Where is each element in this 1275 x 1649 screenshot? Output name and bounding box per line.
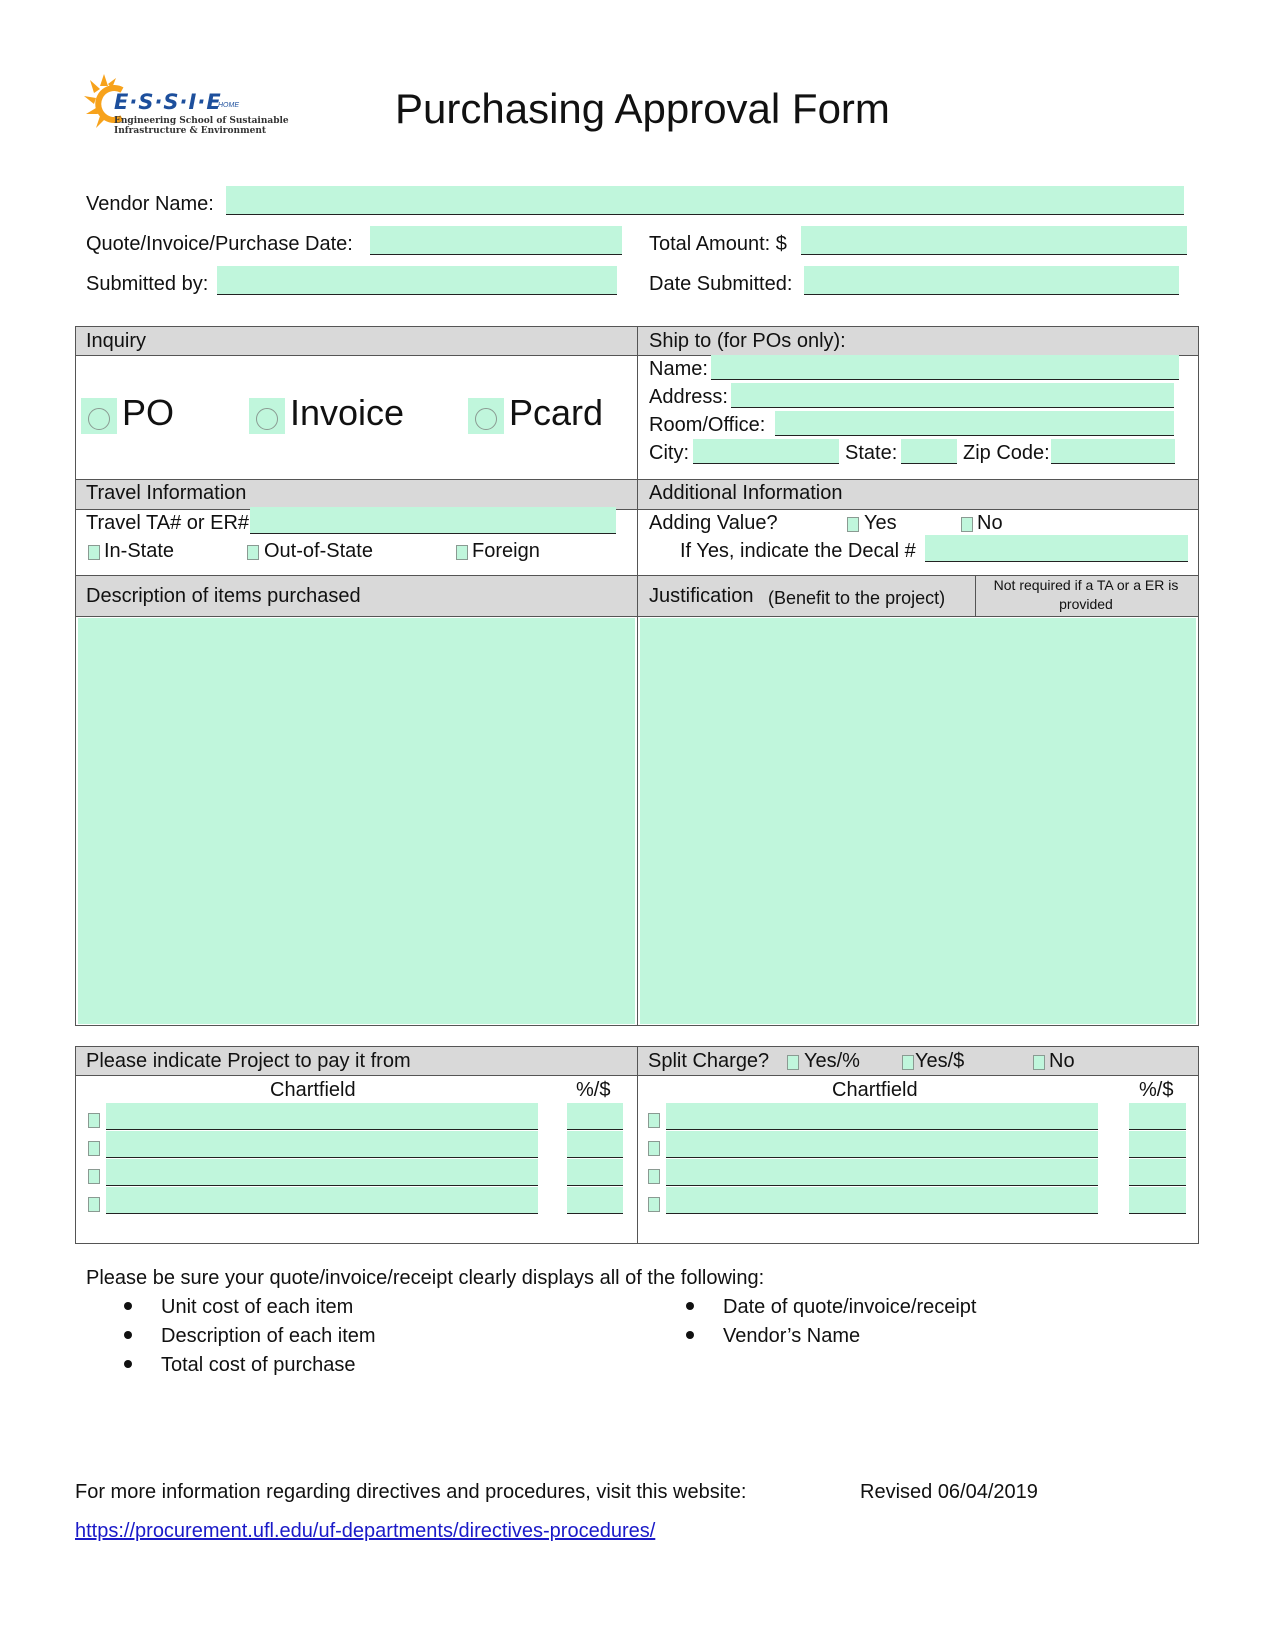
split-yes-dollar-label: Yes/$ <box>915 1050 965 1072</box>
split-yes-pct-checkbox[interactable] <box>787 1055 799 1070</box>
pcard-radio[interactable] <box>468 398 504 434</box>
project-chartfield-input[interactable] <box>106 1187 538 1214</box>
quote-date-field[interactable] <box>370 226 622 255</box>
project-pct-header: %/$ <box>576 1079 611 1101</box>
split-row-checkbox[interactable] <box>648 1141 660 1156</box>
split-charge-label: Split Charge? <box>648 1050 770 1072</box>
notice-item: Description of each item <box>161 1325 376 1347</box>
justification-header: Justification <box>649 585 754 607</box>
split-pct-input[interactable] <box>1129 1103 1186 1130</box>
pcard-label: Pcard <box>509 392 604 433</box>
footer-info: For more information regarding directives and procedures, visit this website: <box>75 1481 747 1503</box>
submitted-by-field[interactable] <box>217 266 617 295</box>
split-no-checkbox[interactable] <box>1033 1055 1045 1070</box>
project-pct-input[interactable] <box>567 1131 623 1158</box>
split-row-checkbox[interactable] <box>648 1113 660 1128</box>
project-pct-input[interactable] <box>567 1159 623 1186</box>
essie-logo[interactable] <box>82 72 289 142</box>
ship-room-field[interactable] <box>775 411 1174 436</box>
date-submitted-field[interactable] <box>804 266 1179 295</box>
travel-header: Travel Information <box>86 482 247 504</box>
split-pct-header: %/$ <box>1139 1079 1174 1101</box>
submitted-by-label: Submitted by: <box>86 273 209 295</box>
bullet-icon <box>686 1331 694 1339</box>
logo-line2: Infrastructure & Environment <box>114 126 267 136</box>
ship-zip-label: Zip Code: <box>963 442 1050 464</box>
adding-value-yes-checkbox[interactable] <box>847 517 859 532</box>
ship-name-field[interactable] <box>711 355 1179 380</box>
project-row-checkbox[interactable] <box>88 1141 100 1156</box>
split-chartfield-header: Chartfield <box>832 1079 918 1101</box>
ship-state-label: State: <box>845 442 898 464</box>
decal-field[interactable] <box>925 535 1188 562</box>
in-state-checkbox[interactable] <box>88 545 100 560</box>
split-chartfield-input[interactable] <box>666 1159 1098 1186</box>
notice-item: Total cost of purchase <box>161 1354 356 1376</box>
out-of-state-label: Out-of-State <box>264 540 373 562</box>
split-yes-pct-label: Yes/% <box>804 1050 860 1072</box>
invoice-label: Invoice <box>290 392 405 433</box>
foreign-label: Foreign <box>472 540 540 562</box>
ship-address-label: Address: <box>649 386 728 408</box>
project-chartfield-input[interactable] <box>106 1159 538 1186</box>
project-pct-input[interactable] <box>567 1103 623 1130</box>
notice-intro: Please be sure your quote/invoice/receipt clearly displays all of the following: <box>86 1267 765 1289</box>
adding-value-yes-label: Yes <box>864 512 897 534</box>
justification-note: Not required if a TA or a ER is provided <box>993 577 1179 612</box>
split-yes-dollar-checkbox[interactable] <box>902 1055 914 1070</box>
split-chartfield-input[interactable] <box>666 1131 1098 1158</box>
project-row-checkbox[interactable] <box>88 1169 100 1184</box>
ship-room-label: Room/Office: <box>649 414 766 436</box>
split-pct-input[interactable] <box>1129 1131 1186 1158</box>
bullet-icon <box>124 1360 132 1368</box>
project-header: Please indicate Project to pay it from <box>86 1050 411 1072</box>
po-radio[interactable] <box>81 398 117 434</box>
notice-item: Vendor’s Name <box>723 1325 861 1347</box>
date-submitted-label: Date Submitted: <box>649 273 793 295</box>
revised-date: Revised 06/04/2019 <box>860 1481 1038 1503</box>
split-pct-input[interactable] <box>1129 1159 1186 1186</box>
vendor-name-label: Vendor Name: <box>86 193 214 215</box>
ship-state-field[interactable] <box>901 439 957 464</box>
project-chartfield-input[interactable] <box>106 1103 538 1130</box>
po-label: PO <box>122 392 175 433</box>
project-chartfield-input[interactable] <box>106 1131 538 1158</box>
directives-link[interactable]: https://procurement.ufl.edu/uf-departments/directives-procedures/ <box>75 1520 656 1542</box>
adding-value-no-label: No <box>977 512 1003 534</box>
invoice-radio[interactable] <box>249 398 285 434</box>
split-chartfield-input[interactable] <box>666 1103 1098 1130</box>
logo-wordmark: E·S·S·I·E <box>114 90 222 114</box>
in-state-label: In-State <box>104 540 175 562</box>
decal-label: If Yes, indicate the Decal # <box>680 540 916 562</box>
project-row-checkbox[interactable] <box>88 1197 100 1212</box>
project-row-checkbox[interactable] <box>88 1113 100 1128</box>
justification-textarea[interactable] <box>640 618 1196 1024</box>
adding-value-label: Adding Value? <box>649 512 778 534</box>
note-divider <box>975 576 976 616</box>
out-of-state-checkbox[interactable] <box>247 545 259 560</box>
description-header: Description of items purchased <box>86 585 361 607</box>
split-row-checkbox[interactable] <box>648 1197 660 1212</box>
project-pct-input[interactable] <box>567 1187 623 1214</box>
ship-address-field[interactable] <box>731 383 1174 408</box>
foreign-checkbox[interactable] <box>456 545 468 560</box>
total-amount-field[interactable] <box>801 226 1187 255</box>
inquiry-header: Inquiry <box>86 330 147 352</box>
justification-header-small: (Benefit to the project) <box>768 588 946 608</box>
bullet-icon <box>686 1302 694 1310</box>
ship-zip-field[interactable] <box>1051 439 1175 464</box>
split-row-checkbox[interactable] <box>648 1169 660 1184</box>
notice-item: Unit cost of each item <box>161 1296 354 1318</box>
travel-ta-field[interactable] <box>250 507 616 534</box>
project-divider <box>637 1047 638 1243</box>
travel-ta-label: Travel TA# or ER# <box>86 512 250 534</box>
ship-city-label: City: <box>649 442 689 464</box>
description-textarea[interactable] <box>78 618 635 1024</box>
split-pct-input[interactable] <box>1129 1187 1186 1214</box>
notice-item: Date of quote/invoice/receipt <box>723 1296 977 1318</box>
split-no-label: No <box>1049 1050 1075 1072</box>
logo-home: HOME <box>218 102 239 109</box>
project-chartfield-header: Chartfield <box>270 1079 356 1101</box>
adding-value-no-checkbox[interactable] <box>961 517 973 532</box>
split-chartfield-input[interactable] <box>666 1187 1098 1214</box>
ship-city-field[interactable] <box>693 439 839 464</box>
additional-header: Additional Information <box>649 482 843 504</box>
ship-to-header: Ship to (for POs only): <box>649 330 846 352</box>
total-amount-label: Total Amount: $ <box>649 233 787 255</box>
vendor-name-field[interactable] <box>226 186 1184 215</box>
ship-name-label: Name: <box>649 358 708 380</box>
bullet-icon <box>124 1302 132 1310</box>
logo-line1: Engineering School of Sustainable <box>114 116 289 126</box>
column-divider <box>637 327 638 1025</box>
bullet-icon <box>124 1331 132 1339</box>
quote-date-label: Quote/Invoice/Purchase Date: <box>86 233 353 255</box>
page-title: Purchasing Approval Form <box>395 85 890 132</box>
